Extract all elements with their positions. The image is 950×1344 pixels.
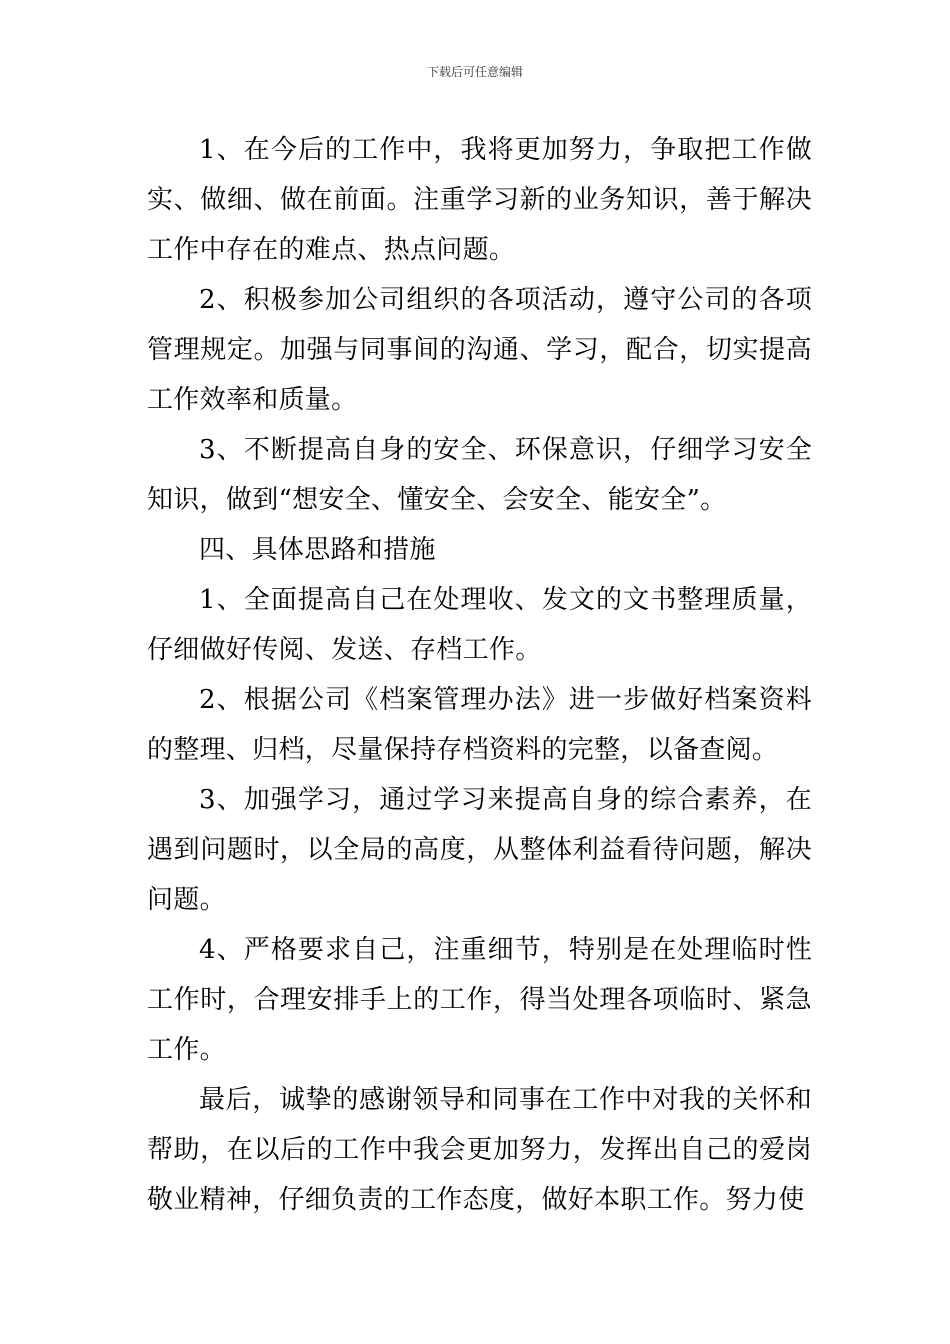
paragraph-6: 3、加强学习，通过学习来提高自身的综合素养，在遇到问题时，以全局的高度，从整体利益看待问题，解决问题。 — [147, 785, 812, 915]
paragraph-1: 1、在今后的工作中，我将更加努力，争取把工作做实、做细、做在前面。注重学习新的业务知识，善于解决工作中存在的难点、热点问题。 — [147, 135, 812, 265]
paragraph-8: 最后，诚挚的感谢领导和同事在工作中对我的关怀和帮助，在以后的工作中我会更加努力，发挥出自己的爱岗敬业精神，仔细负责的工作态度，做好本职工作。努力使 — [147, 1085, 812, 1215]
paragraph-3: 3、不断提高自身的安全、环保意识，仔细学习安全知识，做到“想安全、懂安全、会安全、能安全”。 — [147, 435, 812, 515]
paragraph-2: 2、积极参加公司组织的各项活动，遵守公司的各项管理规定。加强与同事间的沟通、学习，配合，切实提高工作效率和质量。 — [147, 285, 812, 415]
document-body — [147, 125, 812, 1225]
paragraph-5: 2、根据公司《档案管理办法》进一步做好档案资料的整理、归档，尽量保持存档资料的完整，以备查阅。 — [147, 685, 812, 765]
paragraph-4: 1、全面提高自己在处理收、发文的文书整理质量，仔细做好传阅、发送、存档工作。 — [147, 585, 812, 665]
section-heading: 四、具体思路和措施 — [199, 535, 436, 565]
paragraph-7: 4、严格要求自己，注重细节，特别是在处理临时性工作时，合理安排手上的工作，得当处理各项临时、紧急工作。 — [147, 935, 812, 1065]
page-header: 下载后可任意编辑 — [426, 65, 523, 79]
